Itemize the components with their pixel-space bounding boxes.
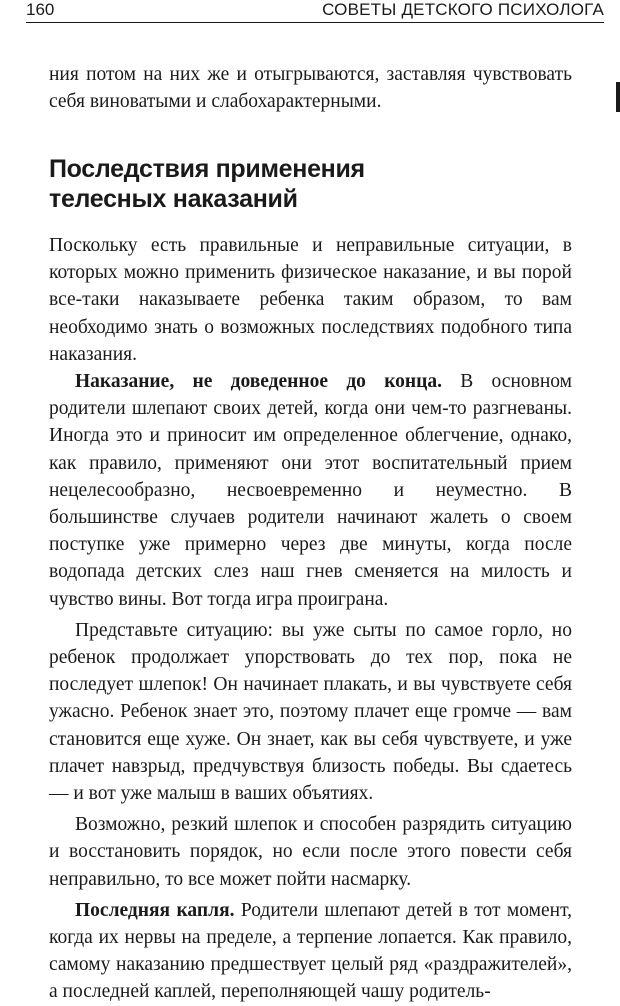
running-title: СОВЕТЫ ДЕТСКОГО ПСИХОЛОГА [322, 0, 604, 19]
section-heading [49, 154, 529, 214]
page-number: 160 [26, 0, 55, 19]
paragraph-5-lead: Последняя капля. [75, 899, 235, 921]
intro-paragraph: ния потом на них же и отыгрываются, заставляя чувствовать себя виноватыми и слабохарактерными. [49, 64, 572, 113]
section-body [49, 232, 572, 1006]
section-heading-line-1: Последствия применения [49, 155, 365, 183]
paragraph-2-text: В основном родители шлепают своих детей, когда они чем-то разгневаны. Иногда это и приносит им определенное облегчение, однако, как правило, применяют они этот воспитательный прием нецелесообразно, несвоевременно и неуместно. В большинстве случаев родители начинают жалеть о своем поступке уже примерно через две минуты, когда после водопада детских слез наш гнев сменяется на милость и чувство вины. Вот тогда игра проиграна. [49, 371, 572, 610]
margin-mark [616, 82, 620, 112]
paragraph-4 [49, 811, 572, 893]
paragraph-2-lead: Наказание, не доведенное до конца. [75, 371, 443, 393]
paragraph-2 [49, 368, 572, 613]
paragraph-1-text: Поскольку есть правильные и неправильные ситуации, в которых можно применить физическое наказание, и вы порой все-таки наказываете ребенка таким образом, то вам необходимо знать о возможных последствиях подобного типа наказания. [49, 235, 572, 365]
paragraph-3-text: Представьте ситуацию: вы уже сыты по самое горло, но ребенок продолжает упорствовать до тех пор, пока не последует шлепок! Он начинает плакать, и вы чувствуете себя ужасно. Ребенок знает это, поэтому плачет еще громче — вам становится еще хуже. Он знает, как вы себя чувствуете, и уже плачет навзрыд, предчувствуя близость победы. Вы сдаетесь — и вот уже малыш в ваших объятиях. [49, 619, 572, 805]
section-heading-line-2: телесных наказаний [49, 185, 298, 213]
paragraph-4-text: Возможно, резкий шлепок и способен разрядить ситуацию и восстановить порядок, но если после этого повести себя неправильно, то все может пойти насмарку. [49, 814, 572, 890]
paragraph-5-text: Родители шлепают детей в тот момент, когда их нервы на пределе, а терпение лопается. Как правило, самому наказанию предшествует целый ряд «раздражителей», а последней каплей, переполняющей чашу родитель- [49, 899, 572, 1003]
paragraph-1 [49, 232, 572, 368]
paragraph-5 [49, 897, 572, 1006]
paragraph-3 [49, 617, 572, 807]
intro-text-block [49, 61, 572, 115]
running-header [26, 0, 604, 23]
